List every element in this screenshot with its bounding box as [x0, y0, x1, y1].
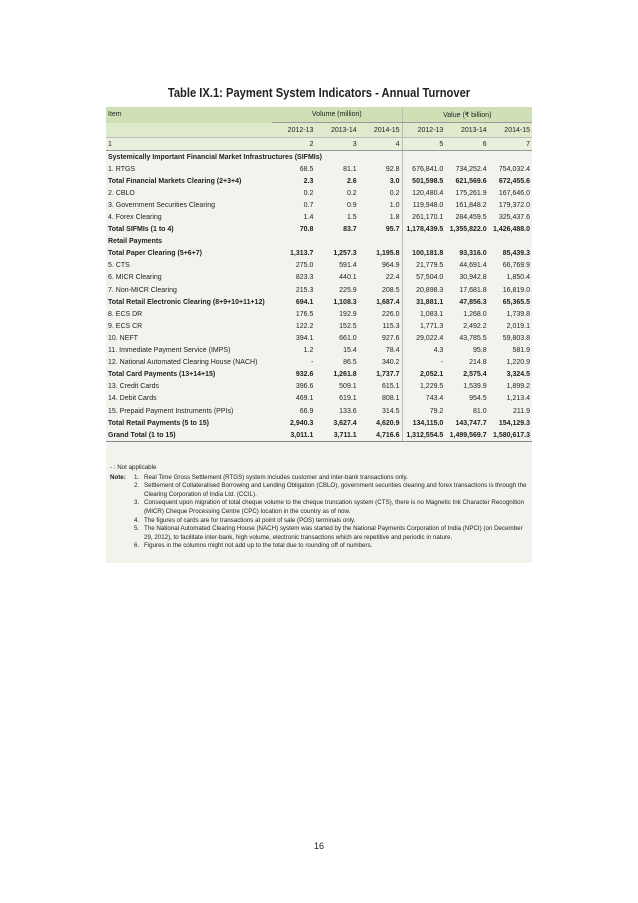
row-value: 694.1 [295, 298, 314, 306]
table-row [106, 308, 532, 320]
row-value: 340.2 [381, 359, 400, 367]
row-value: 954.5 [469, 395, 487, 403]
row-value: 120,480.4 [402, 187, 445, 199]
table-row [106, 369, 532, 381]
row-value: 43,785.5 [459, 334, 487, 342]
year-header: 2013-14 [445, 123, 488, 138]
table-row [106, 248, 532, 260]
note-text: Consequent upon migration of total cheque volume to the cheque truncation system (CTS), there is no Magnetic Ink Character Recognition (MICR) Cheque Processing Centre (CPC) location in the country as of now. [144, 499, 525, 515]
row-value: 225.9 [339, 286, 357, 294]
row-value: 2,052.1 [402, 369, 445, 381]
year-header: 2014-15 [359, 123, 402, 138]
row-value: 119,948.0 [402, 199, 445, 211]
row-label: 6. MICR Clearing [108, 274, 162, 282]
colnum-header: 4 [359, 138, 402, 151]
note-number: 6. [134, 542, 140, 550]
row-value: 1,687.4 [376, 298, 400, 306]
table-body [106, 151, 532, 442]
row-value: 619.1 [339, 395, 357, 403]
table-row [106, 163, 532, 175]
row-value: 2.3 [303, 177, 314, 185]
note-number: 3. [134, 499, 140, 507]
row-value: 143,747.7 [455, 419, 487, 427]
table-title: Table IX.1: Payment System Indicators - Annual Turnover [167, 85, 471, 100]
table-row [106, 187, 532, 199]
row-value: 16,819.0 [502, 286, 530, 294]
note-item [110, 482, 528, 499]
row-value: 615.1 [381, 383, 400, 391]
row-value: 179,372.0 [498, 201, 530, 209]
row-label: 14. Debit Cards [108, 395, 157, 403]
row-value: 65,365.5 [502, 298, 530, 306]
row-value: 1,899.2 [506, 383, 530, 391]
note-number: 5. [134, 525, 140, 533]
note-item [110, 525, 528, 542]
row-value: 1,257.3 [333, 250, 357, 258]
note-number: 4. [134, 516, 140, 524]
row-value: 0.2 [303, 189, 314, 197]
header-row-groups [106, 107, 532, 123]
row-value: 4,620.9 [376, 419, 400, 427]
row-label: 7. Non-MICR Clearing [108, 286, 177, 294]
row-value: 83.7 [343, 226, 357, 234]
row-value: 1,739.8 [506, 310, 530, 318]
row-value: 823.3 [295, 274, 314, 282]
row-value [272, 236, 315, 248]
row-value: 0.2 [346, 189, 357, 197]
colnum-header: 1 [106, 138, 272, 151]
row-value: 1,499,569.7 [445, 429, 488, 442]
row-value: 1,580,617.3 [489, 429, 532, 442]
row-value: 325,437.6 [498, 214, 530, 222]
row-value: 21,779.5 [402, 260, 445, 272]
row-value: 79.2 [402, 405, 445, 417]
row-value: 3,711.1 [315, 429, 358, 442]
colnum-header: 7 [489, 138, 532, 151]
row-label: 11. Immediate Payment Service (IMPS) [108, 347, 231, 355]
year-header: 2014-15 [489, 123, 532, 138]
row-label: Retail Payments [108, 238, 163, 246]
row-value: 152.5 [339, 322, 357, 330]
table-card [106, 107, 532, 563]
table-row [106, 345, 532, 357]
table-row [106, 211, 532, 223]
row-value: 394.1 [295, 334, 314, 342]
table-row [106, 272, 532, 284]
row-value: 1,261.8 [333, 371, 357, 379]
row-value: 134,115.0 [402, 417, 445, 429]
row-value: 2,492.2 [463, 322, 487, 330]
row-value: 1,850.4 [506, 274, 530, 282]
row-value: 29,022.4 [402, 332, 445, 344]
row-label: 3. Government Securities Clearing [108, 201, 215, 209]
table-row [106, 429, 532, 442]
row-value: 261,170.1 [402, 211, 445, 223]
row-label: Total SIFMIs (1 to 4) [108, 226, 174, 234]
row-label: 5. CTS [108, 262, 130, 270]
row-value: 501,598.5 [402, 175, 445, 187]
row-value: 1,178,439.5 [402, 224, 445, 236]
table-row [106, 357, 532, 369]
not-applicable-note: - : Not applicable [110, 464, 157, 471]
row-value: 86.5 [343, 359, 357, 367]
year-header: 2012-13 [402, 123, 445, 138]
row-value: 1,083.1 [402, 308, 445, 320]
note-item [110, 542, 528, 551]
row-label: Systemically Important Financial Market Infrastructures (SIFMIs) [108, 153, 322, 161]
table-notes [110, 464, 528, 551]
row-value: 66,769.9 [502, 262, 530, 270]
row-value: 927.6 [381, 334, 400, 342]
row-value: 122.2 [295, 322, 314, 330]
row-value: 3,627.4 [333, 419, 357, 427]
row-value: 275.0 [295, 262, 314, 270]
row-value: 81.0 [473, 407, 487, 415]
row-value: 1.5 [346, 214, 357, 222]
row-value: 226.0 [381, 310, 400, 318]
year-header: 2012-13 [272, 123, 315, 138]
note-text: Real Time Gross Settlement (RTGS) system includes customer and inter-bank transactions only. [144, 473, 408, 481]
row-value [359, 151, 402, 164]
row-value: 4.3 [402, 345, 445, 357]
row-value: 0.2 [389, 189, 400, 197]
row-value: 1.0 [389, 201, 400, 209]
table-row [106, 284, 532, 296]
row-value: 115.3 [382, 322, 400, 330]
colnum-header: 3 [315, 138, 358, 151]
table-row [106, 320, 532, 332]
row-value: 1,539.9 [463, 383, 487, 391]
row-value: 3,011.1 [272, 429, 315, 442]
row-value: 192.9 [339, 310, 357, 318]
row-value: 167,646.0 [498, 189, 530, 197]
table-row [106, 236, 532, 248]
row-value: 78.4 [385, 347, 400, 355]
row-value: 81.1 [343, 165, 357, 173]
row-value: 175,261.9 [455, 189, 487, 197]
row-value: 2,019.1 [506, 322, 530, 330]
volume-group-header: Volume (million) [272, 107, 402, 123]
row-value: 754,032.4 [498, 165, 530, 173]
row-value [402, 236, 445, 248]
row-value: - [311, 359, 314, 367]
row-value: 1,195.8 [376, 250, 400, 258]
row-value: 469.1 [295, 395, 314, 403]
note-item [110, 517, 528, 526]
row-label: 10. NEFT [108, 334, 138, 342]
note-number: 2. [134, 482, 140, 490]
note-text: Settlement of Collateralised Borrowing and Lending Obligation (CBLO), government securities clearing and forex transactions is through the Clearing Corporation of India Ltd. (CCIL). [144, 482, 527, 498]
row-label: Total Financial Markets Clearing (2+3+4) [108, 177, 242, 185]
year-header: 2013-14 [315, 123, 358, 138]
row-label: Total Paper Clearing (5+6+7) [108, 250, 203, 258]
note-label [110, 525, 134, 542]
row-value: 68.5 [299, 165, 314, 173]
row-value: 44,691.4 [459, 262, 487, 270]
note-text: The figures of cards are for transactions at point of sale (POS) terminals only. [144, 516, 356, 524]
row-value: 85,439.3 [502, 250, 530, 258]
row-value: 3.0 [389, 177, 400, 185]
row-value: 2,940.3 [290, 419, 314, 427]
row-value: 1.8 [389, 214, 400, 222]
row-label: 9. ECS CR [108, 322, 143, 330]
row-value: 92.8 [385, 165, 400, 173]
item-header: Item [106, 107, 272, 123]
row-value [402, 151, 445, 164]
row-label: Total Retail Electronic Clearing (8+9+10+11+12) [108, 298, 265, 306]
colnum-header: 2 [272, 138, 315, 151]
table-row [106, 199, 532, 211]
row-value: 70.8 [299, 226, 314, 234]
table-row [106, 296, 532, 308]
row-value: 133.6 [339, 407, 357, 415]
row-value: 1,108.3 [333, 298, 357, 306]
row-value: 100,181.8 [402, 248, 445, 260]
payment-indicators-table [106, 107, 532, 442]
row-value: 59,803.8 [502, 334, 530, 342]
row-label: 12. National Automated Clearing House (NACH) [108, 359, 258, 367]
row-value: 1,771.3 [402, 320, 445, 332]
row-label: 13. Credit Cards [108, 383, 159, 391]
row-value: 208.5 [381, 286, 400, 294]
table-row [106, 405, 532, 417]
value-group-header: Value (₹ billion) [402, 107, 532, 123]
row-value: 314.5 [381, 407, 400, 415]
table-row [106, 417, 532, 429]
colnum-header: 5 [402, 138, 445, 151]
row-label: 1. RTGS [108, 165, 136, 173]
header-row-colnums [106, 138, 532, 151]
note-number: 1. [134, 473, 140, 481]
row-value: 932.6 [295, 371, 314, 379]
colnum-header: 6 [445, 138, 488, 151]
row-value: 95.7 [385, 226, 400, 234]
row-value: - [402, 357, 445, 369]
note-label [110, 542, 134, 551]
note-label [110, 517, 134, 526]
row-value: 1.2 [303, 347, 314, 355]
row-value [445, 236, 488, 248]
row-value: 440.1 [339, 274, 357, 282]
row-value: 2.6 [346, 177, 357, 185]
note-item [110, 474, 528, 483]
notes-list [110, 474, 528, 551]
note-text: Figures in the columns might not add up to the total due to rounding off of numbers. [144, 542, 373, 550]
row-value: 214.8 [469, 359, 487, 367]
row-value: 743.4 [402, 393, 445, 405]
row-value: 1,229.5 [402, 381, 445, 393]
row-value: 621,569.6 [455, 177, 487, 185]
row-value: 161,848.2 [455, 201, 487, 209]
row-value: 30,942.8 [459, 274, 487, 282]
row-value: 1,737.7 [376, 371, 400, 379]
row-value: 509.1 [339, 383, 357, 391]
row-value: 1,355,822.0 [449, 226, 487, 234]
row-value: 31,881.1 [402, 296, 445, 308]
row-value: 0.9 [346, 201, 357, 209]
row-label: Total Retail Payments (5 to 15) [108, 419, 210, 427]
row-value: 66.9 [299, 407, 314, 415]
note-label [110, 482, 134, 499]
row-value: 808.1 [381, 395, 400, 403]
table-row [106, 332, 532, 344]
note-item [110, 499, 528, 516]
row-value: 676,841.0 [402, 163, 445, 175]
table-row [106, 151, 532, 164]
row-value: 22.4 [385, 274, 400, 282]
row-value: 1,313.7 [290, 250, 314, 258]
row-value: 1.4 [303, 214, 314, 222]
row-value: 734,252.4 [455, 165, 487, 173]
row-label: Total Card Payments (13+14+15) [108, 371, 216, 379]
table-row [106, 260, 532, 272]
row-value: 15.4 [343, 347, 357, 355]
page-number: 16 [313, 841, 324, 851]
row-value: 2,575.4 [463, 371, 487, 379]
row-value: 672,455.6 [498, 177, 530, 185]
row-value: 1,213.4 [506, 395, 530, 403]
row-value: 93,316.0 [459, 250, 487, 258]
row-value: 3,324.5 [506, 371, 530, 379]
table-row [106, 381, 532, 393]
row-value: 284,459.5 [455, 214, 487, 222]
row-label: 4. Forex Clearing [108, 214, 162, 222]
table-row [106, 175, 532, 187]
row-value: 215.3 [295, 286, 314, 294]
row-value [445, 151, 488, 164]
row-value [489, 151, 532, 164]
row-value: 4,716.6 [359, 429, 402, 442]
year-header-blank [106, 123, 272, 138]
row-value: 1,426,488.0 [493, 226, 530, 234]
row-value: 591.4 [339, 262, 357, 270]
row-value: 0.7 [303, 201, 314, 209]
row-value [489, 236, 532, 248]
row-value [315, 236, 358, 248]
note-label: Note: [110, 473, 126, 481]
row-label: 15. Prepaid Payment Instruments (PPIs) [108, 407, 234, 415]
row-value: 396.6 [295, 383, 314, 391]
row-value: 47,856.3 [459, 298, 487, 306]
row-value: 1,312,554.5 [402, 429, 445, 442]
row-value: 1,268.0 [463, 310, 487, 318]
row-value: 1,220.9 [506, 359, 530, 367]
row-value: 964.9 [381, 262, 400, 270]
row-value: 95.8 [473, 347, 487, 355]
row-value: 176.5 [295, 310, 314, 318]
row-value: 581.9 [512, 347, 530, 355]
row-value [359, 236, 402, 248]
row-value: 20,898.3 [402, 284, 445, 296]
row-value: 17,681.8 [459, 286, 487, 294]
row-value: 661.0 [339, 334, 357, 342]
table-row [106, 393, 532, 405]
note-text: The National Automated Clearing House (NACH) system was started by the National Payments Corporation of India (NPCI) (on December 29, 2012), to facilitate inter-bank, high volume, electronic transactions which are repetitive and periodic in nature. [144, 525, 523, 541]
note-label [110, 499, 134, 516]
row-value: 57,504.0 [402, 272, 445, 284]
row-label: Grand Total (1 to 15) [106, 429, 272, 442]
row-label: 2. CBLO [108, 189, 135, 197]
header-row-years [106, 123, 532, 138]
table-row [106, 224, 532, 236]
row-label: 8. ECS DR [108, 310, 143, 318]
row-value: 211.9 [513, 407, 530, 415]
row-value: 154,129.3 [498, 419, 530, 427]
